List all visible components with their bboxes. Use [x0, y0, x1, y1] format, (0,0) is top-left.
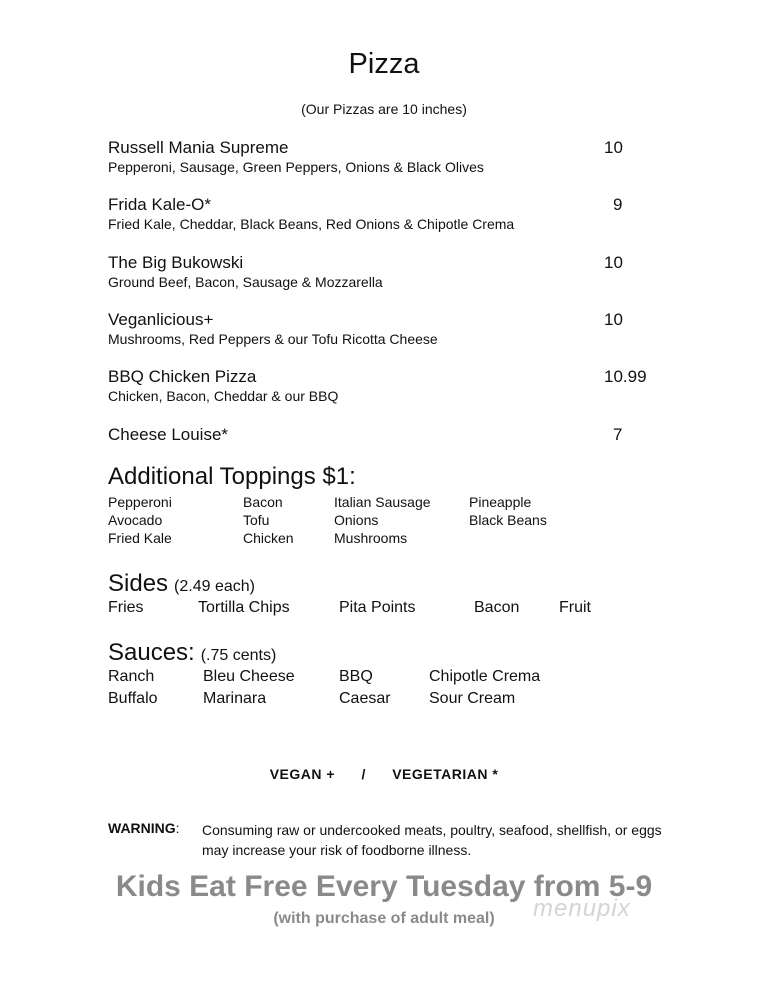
pizza-name: Cheese Louise*: [108, 425, 229, 444]
pizza-price: 10: [604, 310, 623, 329]
pizza-description: Ground Beef, Bacon, Sausage & Mozzarella: [108, 274, 383, 290]
diet-legend: [0, 766, 768, 782]
side-item: Bacon: [474, 599, 520, 616]
topping-item: Mushrooms: [334, 530, 408, 546]
side-item: Fruit: [559, 599, 591, 616]
warning-label-text: WARNING: [108, 820, 176, 836]
sauce-item: Caesar: [339, 690, 391, 707]
pizza-name: BBQ Chicken Pizza: [108, 367, 257, 386]
vegetarian-legend: VEGETARIAN *: [392, 766, 499, 782]
topping-item: Onions: [334, 512, 379, 528]
side-item: Fries: [108, 599, 144, 616]
page-title: Pizza: [348, 48, 420, 80]
topping-item: Avocado: [108, 512, 163, 528]
pizza-description: Fried Kale, Cheddar, Black Beans, Red Onions & Chipotle Crema: [108, 216, 515, 232]
side-item: Tortilla Chips: [198, 599, 290, 616]
sauces-title: Sauces:: [108, 639, 195, 666]
warning-text: Consuming raw or undercooked meats, poultry, seafood, shellfish, or eggs may increase your risk of foodborne illness.: [202, 822, 662, 858]
sides-note: (2.49 each): [174, 578, 255, 595]
sauce-item: BBQ: [339, 668, 373, 685]
sauce-item: Marinara: [203, 690, 267, 707]
pizza-description: Mushrooms, Red Peppers & our Tofu Ricotta Cheese: [108, 331, 438, 347]
topping-item: Tofu: [243, 512, 270, 528]
legend-separator: /: [361, 766, 366, 782]
sauce-item: Buffalo: [108, 690, 158, 707]
sauce-item: Bleu Cheese: [203, 668, 295, 685]
topping-item: Pineapple: [469, 494, 532, 510]
sauces-note: (.75 cents): [200, 647, 277, 664]
pizza-price: 10.99: [604, 367, 647, 386]
pizza-name: Russell Mania Supreme: [108, 138, 289, 157]
vegan-legend: VEGAN +: [269, 766, 336, 782]
pizza-description: Pepperoni, Sausage, Green Peppers, Onions & Black Olives: [108, 159, 484, 175]
promo-subline: (with purchase of adult meal): [273, 910, 495, 927]
pizza-price: 10: [604, 138, 623, 157]
sauce-item: Ranch: [108, 668, 155, 685]
warning-label: WARNING:: [108, 820, 180, 836]
topping-item: Fried Kale: [108, 530, 172, 546]
sauce-item: Sour Cream: [429, 690, 516, 707]
promo-headline: Kids Eat Free Every Tuesday from 5-9: [115, 870, 653, 903]
pizza-name: Veganlicious+: [108, 310, 214, 329]
page-subtitle: (Our Pizzas are 10 inches): [301, 101, 467, 117]
topping-item: Pepperoni: [108, 494, 172, 510]
pizza-name: Frida Kale-O*: [108, 195, 211, 214]
topping-item: Chicken: [243, 530, 294, 546]
pizza-price: 10: [604, 253, 623, 272]
pizza-price: 9: [613, 195, 623, 214]
topping-item: Black Beans: [469, 512, 547, 528]
toppings-heading: Additional Toppings $1:: [108, 463, 356, 490]
sauce-item: Chipotle Crema: [429, 668, 541, 685]
sides-title: Sides: [108, 570, 169, 597]
pizza-name: The Big Bukowski: [108, 253, 244, 272]
sauces-heading: [108, 639, 276, 667]
topping-item: Bacon: [243, 494, 283, 510]
pizza-description: Chicken, Bacon, Cheddar & our BBQ: [108, 388, 339, 404]
menupix-watermark: menupix: [533, 895, 631, 922]
sides-heading: [108, 570, 255, 598]
topping-item: Italian Sausage: [334, 494, 431, 510]
pizza-price: 7: [613, 425, 623, 444]
side-item: Pita Points: [339, 599, 416, 616]
